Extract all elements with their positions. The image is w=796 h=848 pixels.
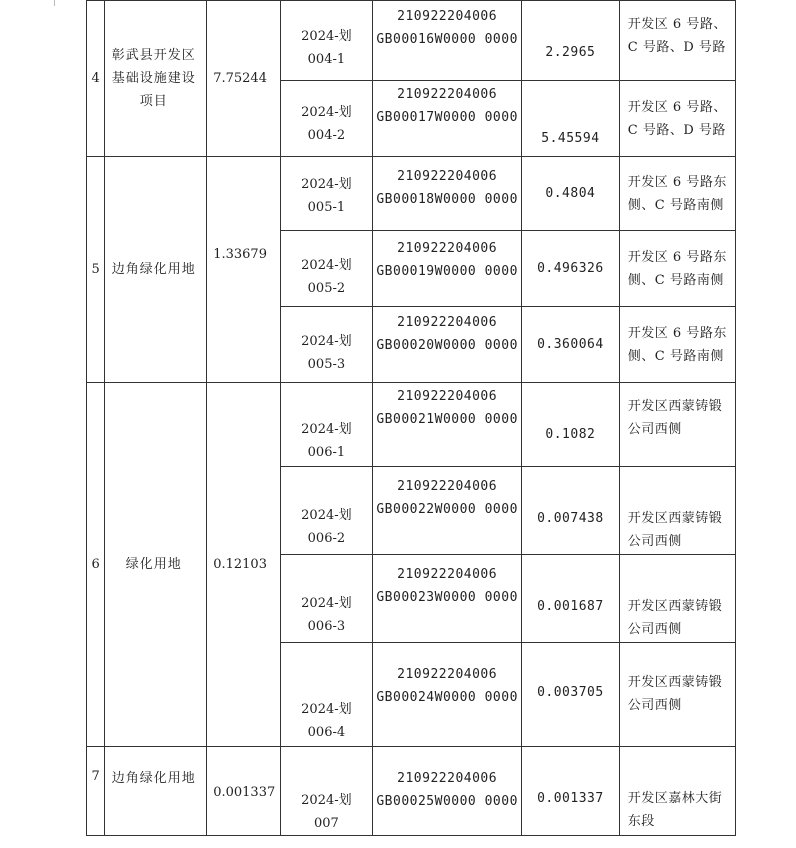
table-row [87, 1, 736, 81]
parcel-number: 210922204006 GB00020W0000 0000 [373, 307, 522, 383]
parcel-number: 210922204006 GB00016W0000 0000 [373, 1, 522, 81]
parcel-number: 210922204006 GB00019W0000 0000 [373, 231, 522, 307]
parcel-location: 开发区嘉林大街东段 [619, 747, 735, 836]
allocation-code: 2024-划 006-1 [280, 383, 373, 467]
project-name: 边角绿化用地 [105, 157, 207, 383]
table-row [87, 747, 736, 836]
parcel-location: 开发区 6 号路、C 号路、D 号路 [619, 1, 735, 81]
parcel-area: 2.2965 [522, 1, 620, 81]
parcel-location: 开发区西蒙铸锻公司西侧 [619, 383, 735, 467]
parcel-location: 开发区西蒙铸锻公司西侧 [619, 643, 735, 747]
allocation-code: 2024-划 006-3 [280, 555, 373, 643]
parcel-area: 5.45594 [522, 81, 620, 157]
table-row [87, 383, 736, 467]
parcel-location: 开发区 6 号路东侧、C 号路南侧 [619, 157, 735, 231]
parcel-location: 开发区西蒙铸锻公司西侧 [619, 555, 735, 643]
parcel-area: 0.496326 [522, 231, 620, 307]
parcel-area: 0.4804 [522, 157, 620, 231]
parcel-number: 210922204006 GB00025W0000 0000 [373, 747, 522, 836]
total-area: 0.12103 [207, 383, 280, 747]
allocation-code: 2024-划 007 [280, 747, 373, 836]
row-number: 4 [87, 1, 105, 157]
parcel-location: 开发区 6 号路东侧、C 号路南侧 [619, 307, 735, 383]
row-number: 5 [87, 157, 105, 383]
row-number: 6 [87, 383, 105, 747]
parcel-number: 210922204006 GB00018W0000 0000 [373, 157, 522, 231]
project-name: 绿化用地 [105, 383, 207, 747]
table-row [87, 157, 736, 231]
parcel-number: 210922204006 GB00023W0000 0000 [373, 555, 522, 643]
parcel-area: 0.360064 [522, 307, 620, 383]
parcel-area: 0.007438 [522, 467, 620, 555]
allocation-code: 2024-划 006-2 [280, 467, 373, 555]
allocation-code: 2024-划 006-4 [280, 643, 373, 747]
parcel-area: 0.1082 [522, 383, 620, 467]
total-area: 1.33679 [207, 157, 280, 383]
project-name: 边角绿化用地 [105, 747, 207, 836]
total-area: 0.001337 [207, 747, 280, 836]
parcel-area: 0.001687 [522, 555, 620, 643]
parcel-location: 开发区 6 号路、C 号路、D 号路 [619, 81, 735, 157]
parcel-number: 210922204006 GB00022W0000 0000 [373, 467, 522, 555]
parcel-area: 0.003705 [522, 643, 620, 747]
allocation-code: 2024-划 004-1 [280, 1, 373, 81]
allocation-code: 2024-划 005-2 [280, 231, 373, 307]
row-number: 7 [87, 747, 105, 836]
parcel-number: 210922204006 GB00021W0000 0000 [373, 383, 522, 467]
page-edge-mark [54, 0, 55, 6]
allocation-code: 2024-划 005-1 [280, 157, 373, 231]
parcel-location: 开发区 6 号路东侧、C 号路南侧 [619, 231, 735, 307]
allocation-code: 2024-划 005-3 [280, 307, 373, 383]
total-area: 7.75244 [207, 1, 280, 157]
parcel-area: 0.001337 [522, 747, 620, 836]
parcel-number: 210922204006 GB00017W0000 0000 [373, 81, 522, 157]
parcel-location: 开发区西蒙铸锻公司西侧 [619, 467, 735, 555]
project-name: 彰武县开发区基础设施建设项目 [105, 1, 207, 157]
land-allocation-table [86, 0, 736, 836]
parcel-number: 210922204006 GB00024W0000 0000 [373, 643, 522, 747]
allocation-code: 2024-划 004-2 [280, 81, 373, 157]
